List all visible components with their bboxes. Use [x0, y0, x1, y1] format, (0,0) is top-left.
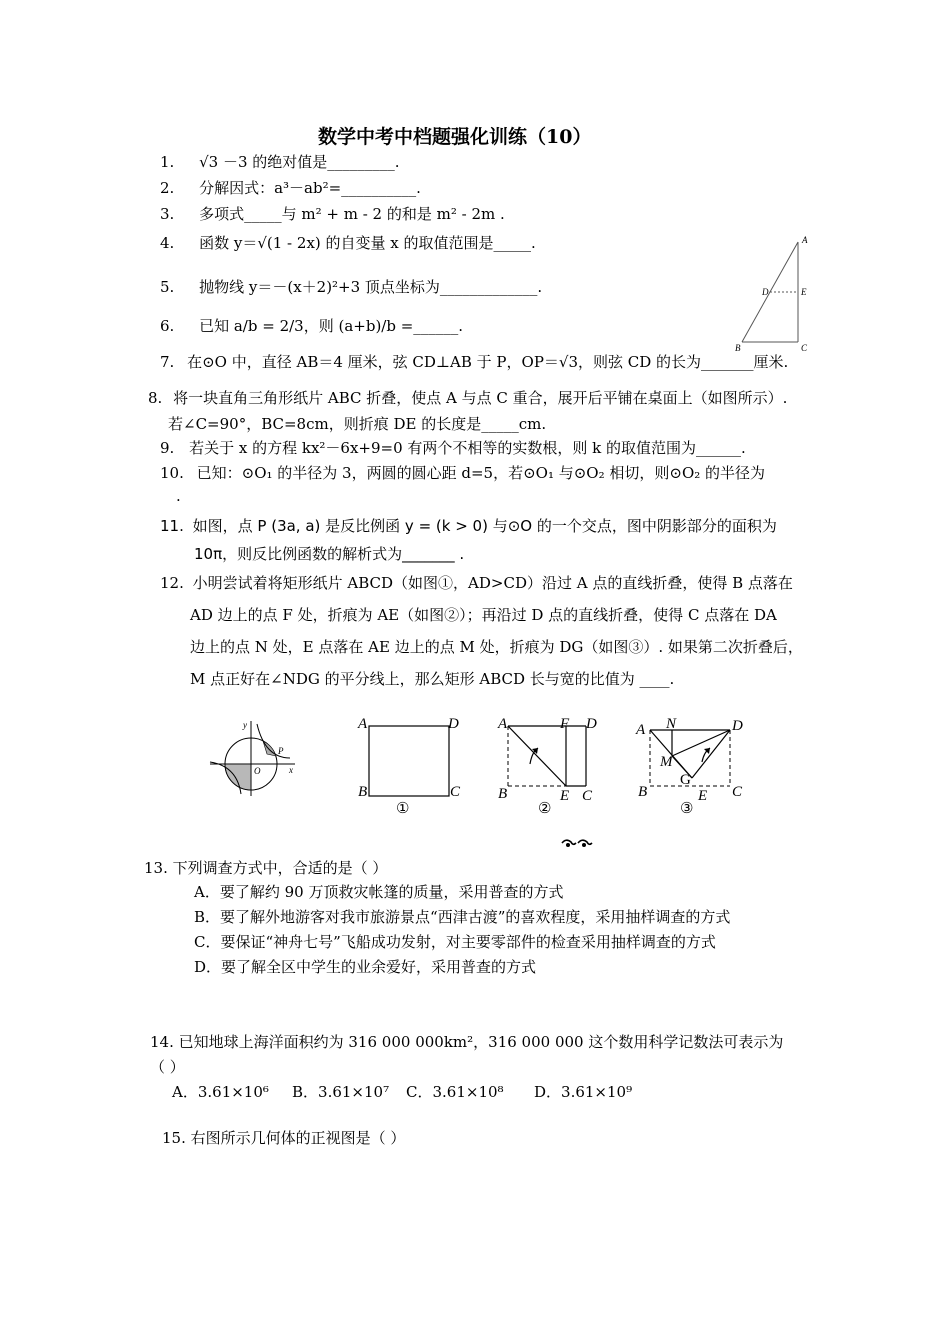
label-B: B [358, 784, 368, 800]
circled-2: ② [538, 801, 552, 817]
question-9: 9. 若关于 x 的方程 kx²－6x+9=0 有两个不相等的实数根，则 k 的取值范围为______. [160, 439, 746, 457]
circled-3: ③ [680, 801, 694, 817]
label-B: B [735, 343, 741, 353]
decorative-ornament-icon [560, 836, 594, 850]
question-8-cont: 若∠C=90°，BC=8cm，则折痕 DE 的长度是_____cm. [168, 415, 547, 433]
question-14-paren: （ ） [150, 1058, 185, 1076]
label-D: D [732, 718, 743, 734]
question-12-cont1: AD 边上的点 F 处，折痕为 AE（如图②）；再沿过 D 点的直线折叠，使得 C 点落在 DA [190, 606, 777, 624]
question-11: 11. 如图，点 P (3a, a) 是反比例函 y = (k > 0) 与⊙O 的一个交点，图中阴影部分的面积为 [160, 517, 777, 535]
label-C: C [450, 784, 461, 800]
question-1: 1. √3 －3 的绝对值是_________. [160, 153, 400, 171]
question-5: 5. 抛物线 y＝－(x＋2)²+3 顶点坐标为_____________. [160, 278, 543, 296]
label-E: E [560, 788, 570, 804]
triangle-figure [730, 232, 820, 354]
label-E: E [698, 788, 708, 804]
label-C: C [582, 788, 593, 804]
question-11-cont: 10π，则反比例函数的解析式为_______ . [194, 545, 465, 563]
label-C: C [801, 343, 808, 353]
circled-1: ① [396, 801, 410, 817]
question-15: 15. 右图所示几何体的正视图是（ ） [162, 1129, 406, 1147]
label-E: E [801, 287, 807, 297]
question-7: 7. 在⊙O 中，直径 AB＝4 厘米，弦 CD⊥AB 于 P，OP＝√3，则弦 CD 的长为_______厘米. [160, 353, 789, 371]
rect-figure-1 [352, 712, 472, 817]
label-A: A [802, 235, 808, 245]
rect-figure-2 [494, 712, 609, 817]
label-D: D [586, 716, 597, 732]
question-10-cont: . [176, 487, 181, 505]
circle-hyperbola-figure [205, 716, 300, 798]
axis-x-label: x [289, 765, 293, 775]
label-A: A [636, 722, 646, 738]
label-A: A [498, 716, 508, 732]
option-d: D．3.61×10⁹ [534, 1083, 633, 1101]
option-a: A．3.61×10⁶ [172, 1083, 269, 1101]
question-14-stem: 14. 已知地球上海洋面积约为 316 000 000km²，316 000 000 这个数用科学记数法可表示为 [150, 1033, 784, 1051]
label-N: N [666, 716, 677, 732]
label-D: D [762, 287, 769, 297]
question-12: 12. 小明尝试着将矩形纸片 ABCD（如图①，AD>CD）沿过 A 点的直线折叠，使得 B 点落在 [160, 574, 793, 592]
question-8: 8. 将一块直角三角形纸片 ABC 折叠，使点 A 与点 C 重合，展开后平铺在桌面上（如图所示）. [148, 389, 788, 407]
point-P-label: P [278, 746, 284, 756]
question-2: 2. 分解因式：a³－ab²=__________. [160, 179, 421, 197]
origin-label: O [254, 766, 261, 776]
option-c: C．要保证“神舟七号”飞船成功发射，对主要零部件的检查采用抽样调查的方式 [194, 933, 716, 951]
question-12-cont2: 边上的点 N 处，E 点落在 AE 边上的点 M 处，折痕为 DG（如图③）. 如果第二次折叠后， [190, 638, 803, 656]
question-6: 6. 已知 a/b = 2/3，则 (a+b)/b =______. [160, 317, 464, 335]
rect-figure-3 [630, 712, 755, 817]
option-a: A．要了解约 90 万顶救灾帐篷的质量，采用普查的方式 [194, 883, 564, 901]
option-d: D．要了解全区中学生的业余爱好，采用普查的方式 [194, 958, 537, 976]
label-M: M [660, 754, 673, 770]
label-G: G [680, 772, 691, 788]
question-13-stem: 13. 下列调查方式中，合适的是（ ） [144, 859, 388, 877]
question-10: 10. 已知：⊙O₁ 的半径为 3，两圆的圆心距 d=5，若⊙O₁ 与⊙O₂ 相切，则⊙O₂ 的半径为 [160, 464, 766, 482]
label-B: B [498, 786, 508, 802]
option-b: B．要了解外地游客对我市旅游景点“西津古渡”的喜欢程度，采用抽样调查的方式 [194, 908, 731, 926]
option-c: C．3.61×10⁸ [406, 1083, 504, 1101]
question-4: 4. 函数 y＝√(1 - 2x) 的自变量 x 的取值范围是_____. [160, 234, 536, 252]
option-b: B．3.61×10⁷ [292, 1083, 390, 1101]
page-title: 数学中考中档题强化训练（10） [318, 126, 592, 148]
label-F: F [560, 716, 570, 732]
label-C: C [732, 784, 743, 800]
question-3: 3. 多项式_____与 m² + m - 2 的和是 m² - 2m . [160, 205, 505, 223]
axis-y-label: y [243, 720, 247, 730]
label-A: A [358, 716, 368, 732]
label-D: D [448, 716, 459, 732]
label-B: B [638, 784, 648, 800]
question-12-cont3: M 点正好在∠NDG 的平分线上，那么矩形 ABCD 长与宽的比值为 ____. [190, 670, 675, 688]
